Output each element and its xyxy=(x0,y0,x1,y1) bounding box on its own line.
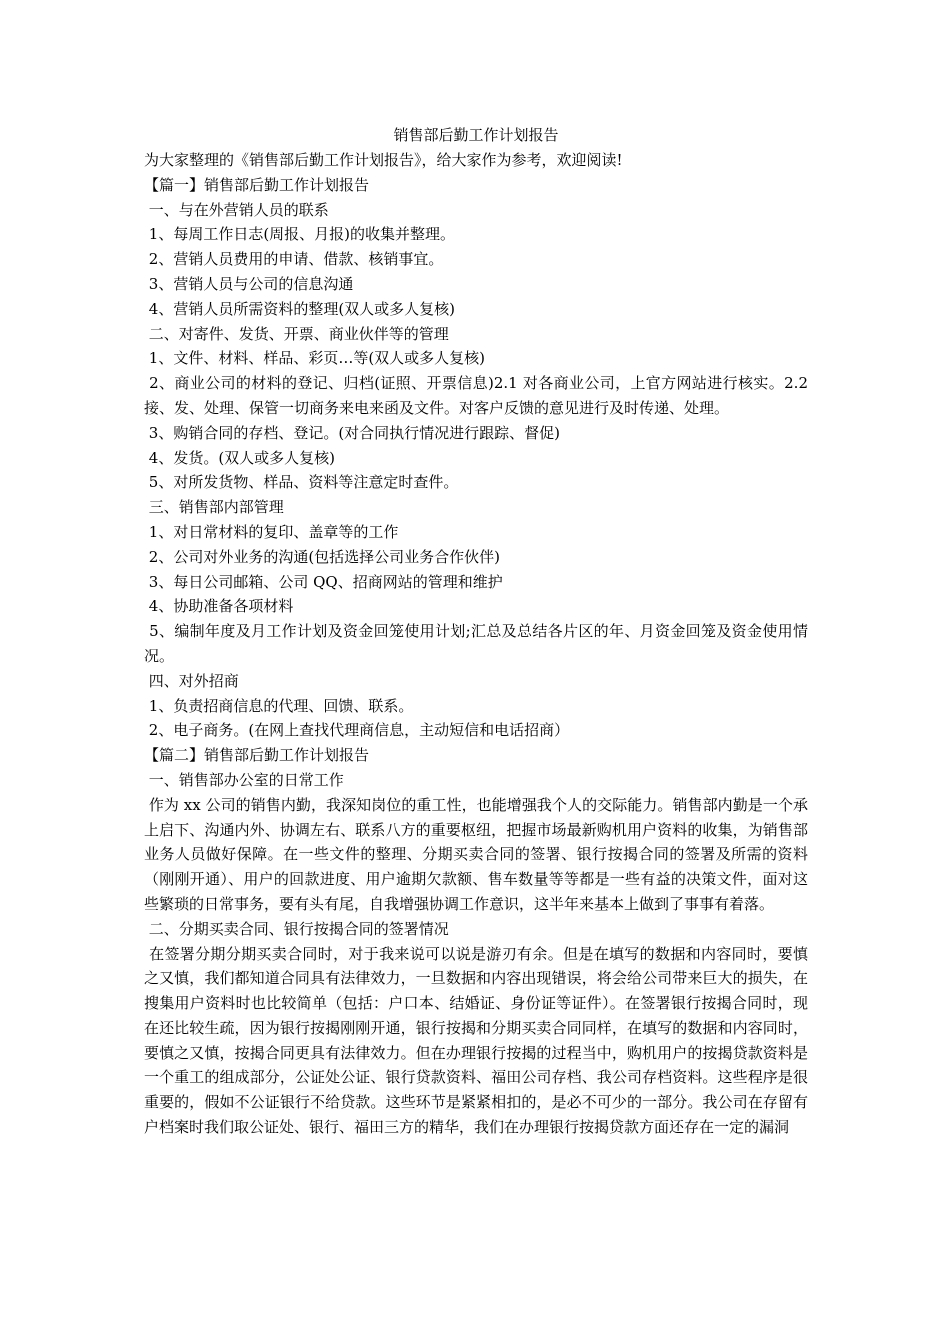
body-paragraph: 5、对所发货物、样品、资料等注意定时查件。 xyxy=(144,473,459,492)
body-paragraph: 4、营销人员所需资料的整理(双人或多人复核) xyxy=(144,299,456,318)
body-paragraph: 1、每周工作日志(周报、月报)的收集并整理。 xyxy=(144,225,456,244)
body-paragraph: 作为 xx 公司的销售内勤，我深知岗位的重工性，也能增强我个人的交际能力。销售部内勤是一个承上启下、沟通内外、协调左右、联系八方的重要枢纽，把握市场最新购机用户资料的收集，为销售部业务人员做好保障。在一些文件的整理、分期买卖合同的签署、银行按揭合同的签署及所需的资料（刚刚开通）、用户的回款进度、用户逾期欠款额、售车数量等等都是一些有益的决策文件，面对这些繁琐的日常事务，要有头有尾，自我增强协调工作意识，这半年来基本上做到了事事有着落。 xyxy=(144,795,808,913)
body-paragraph: 4、发货。(双人或多人复核) xyxy=(144,448,336,467)
body-paragraph: 1、文件、材料、样品、彩页…等(双人或多人复核) xyxy=(144,349,486,368)
body-paragraph: 3、购销合同的存档、登记。(对合同执行情况进行跟踪、督促) xyxy=(144,423,561,442)
body-paragraph: 2、营销人员费用的申请、借款、核销事宜。 xyxy=(144,250,444,269)
body-paragraph: 三、销售部内部管理 xyxy=(144,498,284,517)
body-paragraph: 二、对寄件、发货、开票、商业伙伴等的管理 xyxy=(144,324,449,343)
body-paragraph: 【篇一】销售部后勤工作计划报告 xyxy=(144,175,370,194)
body-paragraph: 1、对日常材料的复印、盖章等的工作 xyxy=(144,522,399,541)
document-title: 销售部后勤工作计划报告 xyxy=(393,126,559,144)
body-paragraph: 一、与在外营销人员的联系 xyxy=(144,200,329,219)
body-paragraph: 2、公司对外业务的沟通(包括选择公司业务合作伙伴) xyxy=(144,547,501,566)
body-paragraph: 二、分期买卖合同、银行按揭合同的签署情况 xyxy=(144,919,449,938)
body-paragraph: 为大家整理的《销售部后勤工作计划报告》，给大家作为参考，欢迎阅读! xyxy=(144,151,623,169)
body-paragraph: 3、营销人员与公司的信息沟通 xyxy=(144,274,354,293)
body-paragraph: 4、协助准备各项材料 xyxy=(144,597,294,616)
body-paragraph: 2、商业公司的材料的登记、归档(证照、开票信息)2.1 对各商业公司，上官方网站进行核实。2.2 接、发、处理、保管一切商务来电来函及文件。对客户反馈的意见进行及时传递、处理。 xyxy=(144,374,813,417)
body-paragraph: 【篇二】销售部后勤工作计划报告 xyxy=(144,746,370,765)
body-paragraph: 5、编制年度及月工作计划及资金回笼使用计划;汇总及总结各片区的年、月资金回笼及资金使用情况。 xyxy=(144,622,808,665)
document-page xyxy=(144,123,813,1140)
body-paragraph: 四、对外招商 xyxy=(144,671,239,690)
body-paragraph: 1、负责招商信息的代理、回馈、联系。 xyxy=(144,696,414,715)
body-paragraph: 在签署分期分期买卖合同时，对于我来说可以说是游刃有余。但是在填写的数据和内容同时，要慎之又慎，我们都知道合同具有法律效力，一旦数据和内容出现错误，将会给公司带来巨大的损失，在搜集用户资料时也比较简单（包括：户口本、结婚证、身份证等证件）。在签署银行按揭合同时，现在还比较生疏，因为银行按揭刚刚开通，银行按揭和分期买卖合同同样，在填写的数据和内容同时，要慎之又慎，按揭合同更具有法律效力。但在办理银行按揭的过程当中，购机用户的按揭贷款资料是一个重工的组成部分，公证处公证、银行贷款资料、福田公司存档、我公司存档资料。这些程序是很重要的，假如不公证银行不给贷款。这些环节是紧紧相扣的，是必不可少的一部分。我公司在存留有户档案时我们取公证处、银行、福田三方的精华，我们在办理银行按揭贷款方面还存在一定的漏洞 xyxy=(144,944,808,1137)
body-paragraph: 3、每日公司邮箱、公司 QQ、招商网站的管理和维护 xyxy=(144,572,503,591)
body-paragraph: 一、销售部办公室的日常工作 xyxy=(144,770,344,789)
document-body xyxy=(144,148,813,1140)
body-paragraph: 2、电子商务。(在网上查找代理商信息，主动短信和电话招商） xyxy=(144,721,570,740)
